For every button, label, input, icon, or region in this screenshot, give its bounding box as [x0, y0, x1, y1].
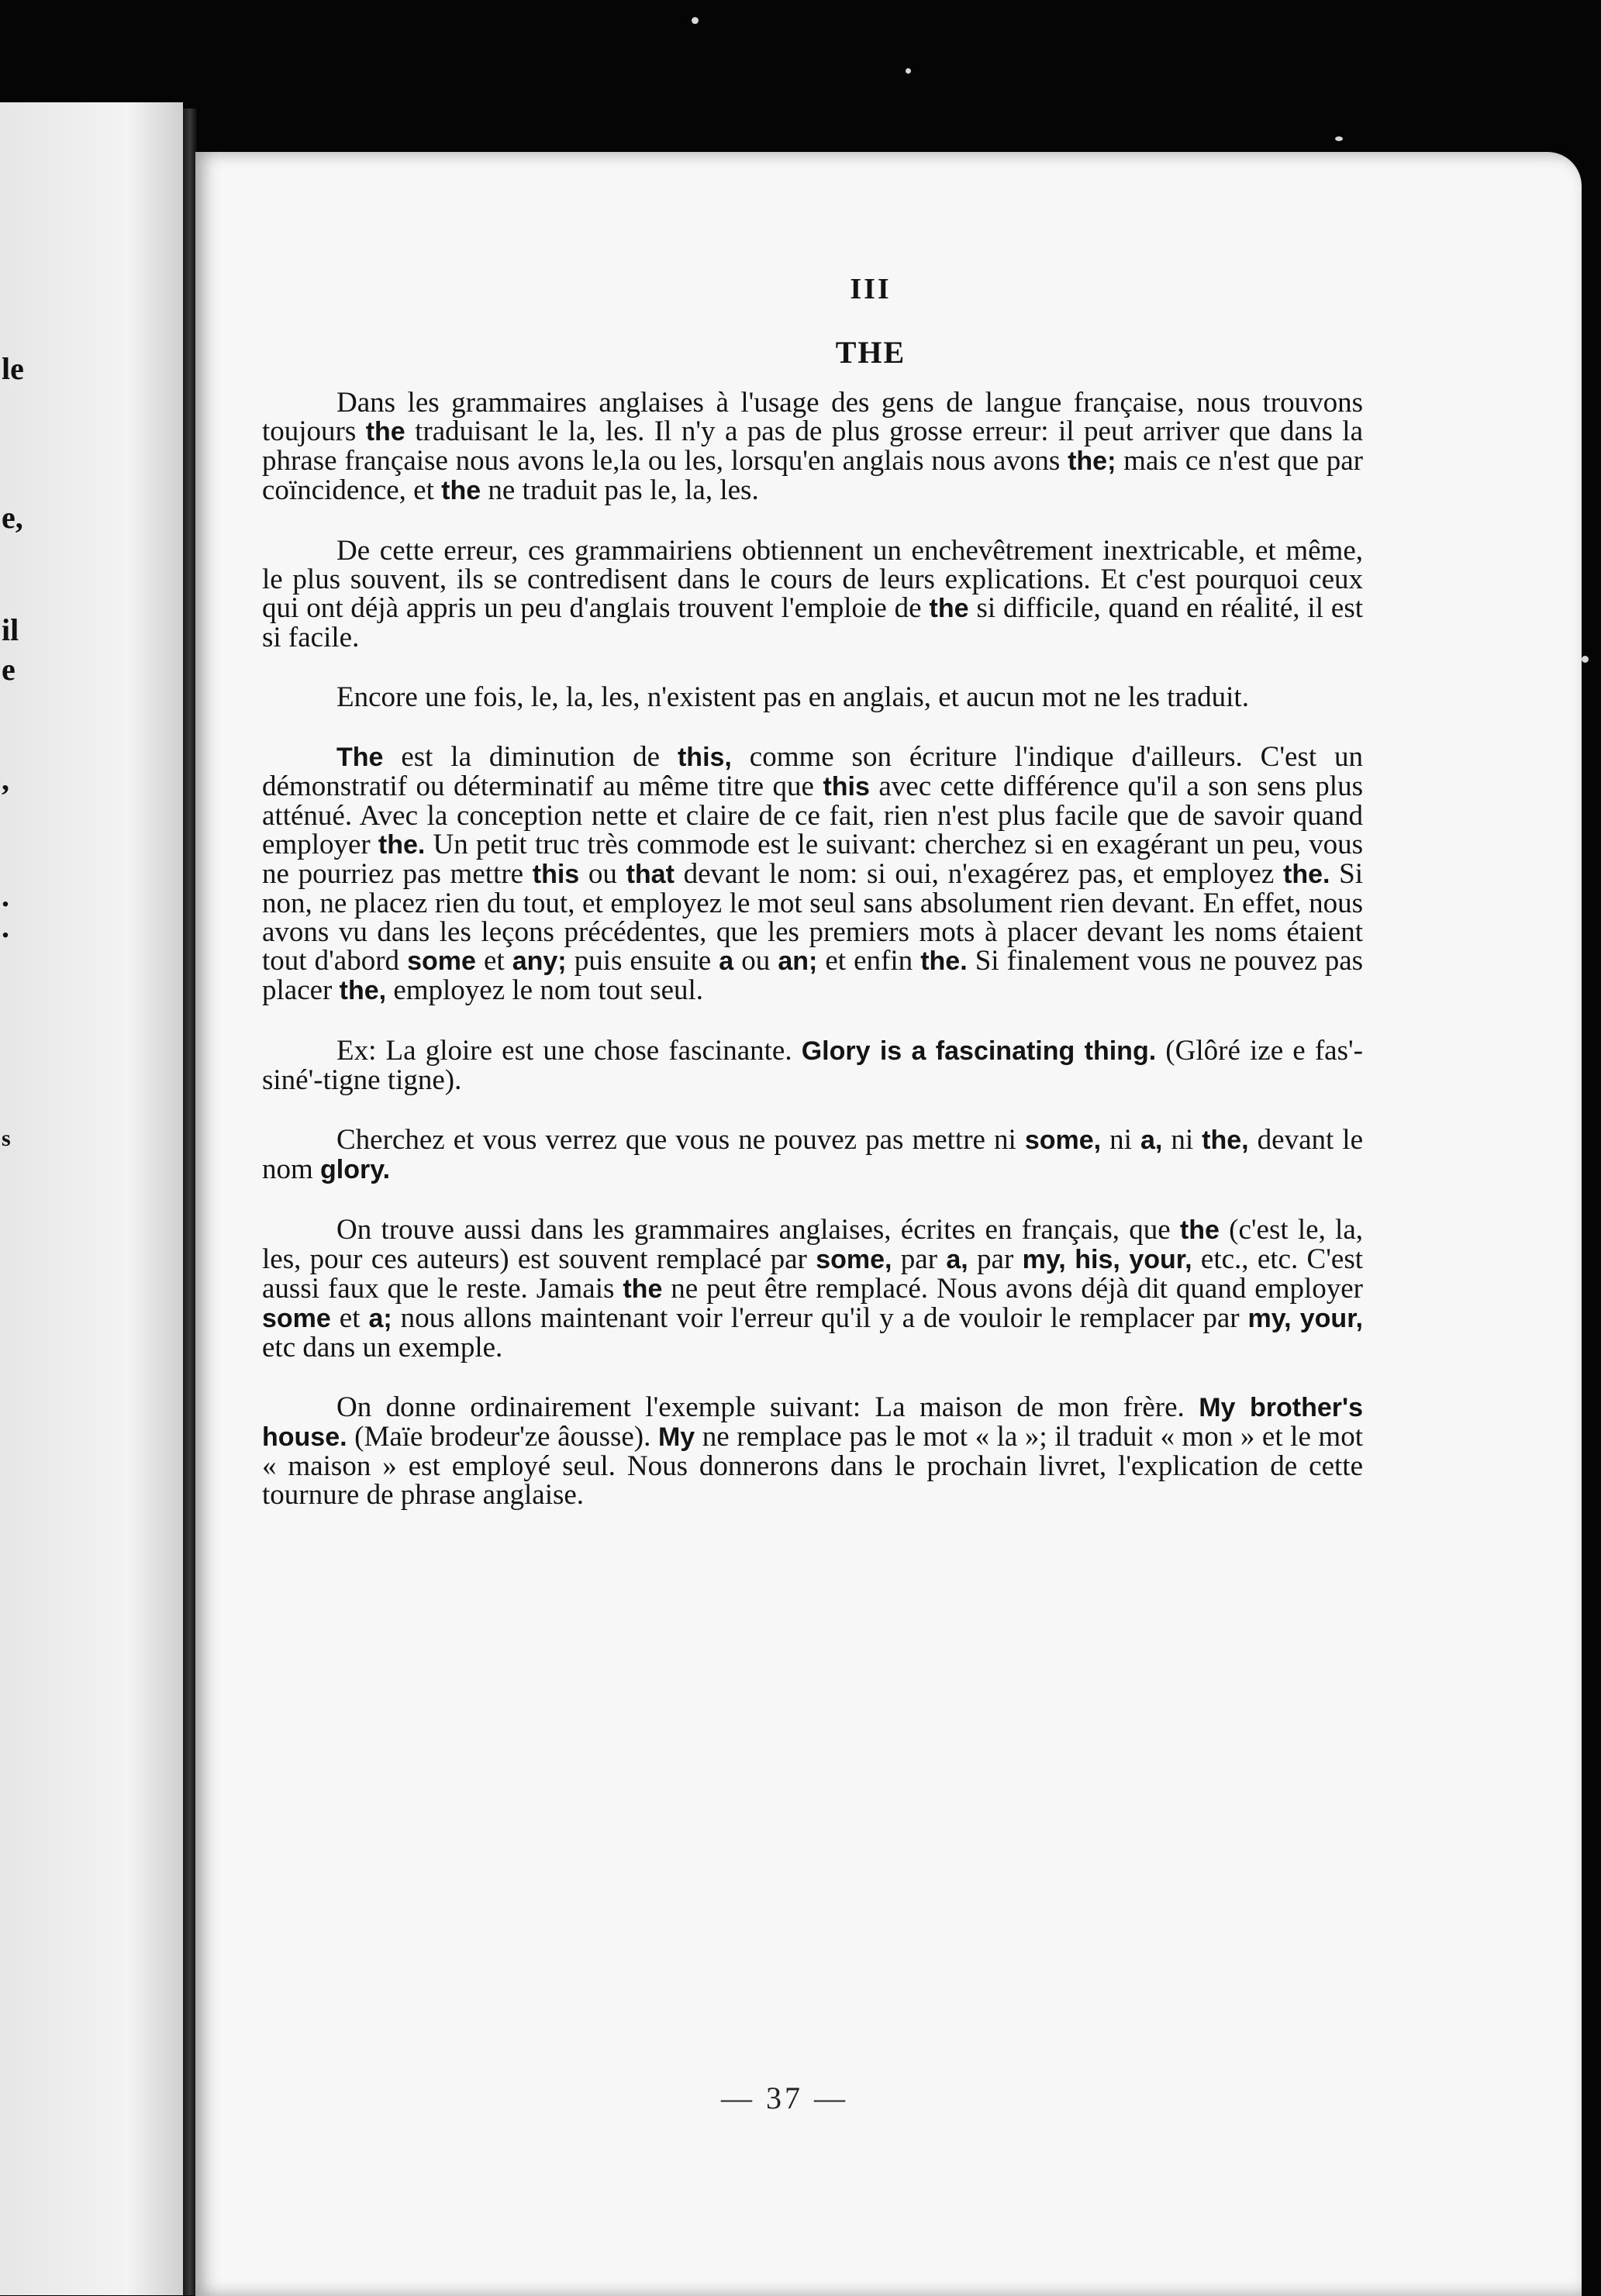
bold-english-term: this	[532, 860, 580, 889]
paragraph	[262, 683, 1363, 712]
paragraph	[262, 1393, 1363, 1509]
bold-english-term: the;	[1068, 446, 1116, 476]
facing-page-fragment: .	[2, 909, 9, 944]
bold-english-term: that	[626, 860, 675, 889]
bold-english-term: some,	[816, 1245, 892, 1274]
bold-english-term: the	[365, 417, 405, 446]
bold-english-term: any;	[512, 946, 567, 976]
facing-page-fragment: s	[2, 1126, 11, 1151]
bold-english-term: the	[1179, 1215, 1220, 1245]
bold-english-term: a,	[946, 1245, 968, 1274]
bold-english-term: the.	[378, 830, 426, 860]
paragraph	[262, 743, 1363, 1005]
bold-english-term: My	[657, 1422, 695, 1452]
text-run: etc dans un exemple.	[262, 1332, 503, 1363]
text-run: par	[968, 1243, 1023, 1275]
bold-english-term: the	[623, 1274, 663, 1304]
text-run: Encore une fois, le, la, les, n'existent pas en anglais, et aucun mot ne les traduit.	[336, 681, 1249, 713]
bold-english-term: a,	[1140, 1126, 1163, 1155]
paragraph	[262, 1215, 1363, 1362]
bold-english-term: My brother's house.	[262, 1393, 1363, 1452]
bold-english-term: the	[929, 594, 969, 623]
page-number: — 37 —	[721, 2081, 848, 2115]
paragraph	[262, 536, 1363, 652]
bold-english-term: Glory is a fascinating thing.	[801, 1036, 1157, 1066]
dust-speck	[906, 68, 911, 74]
text-run: est la diminution de	[383, 741, 678, 773]
paragraph	[262, 1126, 1363, 1184]
text-run: ni	[1101, 1124, 1140, 1156]
text-run: ne remplace pas le mot « la »; il traduit « mon » et le mot « maison » est employé seul. Nous donnerons dans le prochain livret, l'explication de cette tournure de phrase anglaise.	[262, 1421, 1363, 1511]
bold-english-term: a;	[368, 1304, 392, 1333]
bold-english-term: the,	[1202, 1126, 1249, 1155]
bold-english-term: a	[719, 946, 734, 976]
text-run: et enfin	[817, 945, 921, 977]
text-run: Dans les grammaires anglaises à l'usage des gens de langue française, nous trouvons toujours	[262, 387, 1363, 447]
bold-english-term: some,	[1024, 1126, 1102, 1155]
bold-english-term: some	[407, 946, 476, 976]
bold-english-term: the,	[339, 976, 387, 1005]
text-run: par	[892, 1243, 947, 1275]
facing-page-fragment: .	[2, 878, 9, 913]
bold-english-term: this,	[677, 743, 732, 772]
text-run: On trouve aussi dans les grammaires anglaises, écrites en français, que	[336, 1214, 1180, 1246]
facing-page-fragment: il	[2, 612, 19, 647]
text-run: puis ensuite	[566, 945, 719, 977]
bold-english-term: my, your,	[1247, 1304, 1364, 1333]
text-run: (Glôré ize e fas'-siné'-tigne tigne).	[262, 1035, 1363, 1096]
text-run: (c'est le, la, les, pour ces auteurs) est souvent remplacé par	[262, 1214, 1363, 1275]
text-run: Ex: La gloire est une chose fascinante.	[336, 1035, 802, 1067]
text-run: ou	[579, 858, 626, 890]
text-run: nous allons maintenant voir l'erreur qu'il y a de vouloir le remplacer par	[392, 1302, 1248, 1334]
dust-speck	[1335, 136, 1343, 141]
text-run: traduisant le la, les. Il n'y a pas de plus grosse erreur: il peut arriver que dans la phrase française nous avons le,la ou les, lorsqu'en anglais nous avons	[262, 415, 1363, 477]
text-run: avec cette différence qu'il a son sens plus atténué. Avec la conception nette et claire de ce fait, rien n'est plus facile que de savoir quand employer	[262, 771, 1363, 860]
bold-english-term: The	[336, 743, 384, 772]
text-run: ne peut être remplacé. Nous avons déjà dit quand employer	[662, 1273, 1363, 1305]
bold-english-term: an;	[778, 946, 818, 976]
bold-english-term: glory.	[320, 1155, 391, 1184]
facing-page-fragment: e,	[2, 500, 23, 535]
text-run: (Maïe brodeur'ze âousse).	[347, 1421, 658, 1453]
page-content	[262, 275, 1363, 1540]
text-run: Un petit truc très commode est le suivant: cherchez si en exagérant un peu, vous ne pourriez pas mettre	[262, 829, 1363, 890]
paragraph-example	[262, 1036, 1363, 1095]
text-run: devant le nom	[262, 1124, 1364, 1185]
text-run: si difficile, quand en réalité, il est si facile.	[262, 592, 1363, 653]
text-run: Si non, ne placez rien du tout, et employez le mot seul sans absolument rien devant. En effet, nous avons vu dans les leçons précédentes, que les premiers mots à placer devant les noms étaient tout d'abord	[262, 858, 1364, 977]
bold-english-term: my, his, your,	[1022, 1245, 1192, 1274]
chapter-title: THE	[835, 335, 906, 370]
text-run: comme son écriture l'indique d'ailleurs. C'est un démonstratif ou déterminatif au même titre que	[262, 741, 1364, 802]
bold-english-term: the	[441, 476, 481, 505]
text-run: ou	[733, 945, 778, 977]
text-run: etc., etc. C'est aussi faux que le reste. Jamais	[262, 1243, 1363, 1305]
text-run: mais ce n'est que par coïncidence, et	[262, 445, 1363, 506]
text-run: employez le nom tout seul.	[386, 974, 704, 1006]
text-run: et	[475, 945, 512, 977]
chapter-number: III	[850, 273, 892, 305]
facing-page	[0, 102, 183, 2295]
text-run: ni	[1162, 1124, 1202, 1156]
bold-english-term: some	[262, 1304, 331, 1333]
paragraph	[262, 388, 1363, 505]
text-run: On donne ordinairement l'exemple suivant: La maison de mon frère.	[336, 1391, 1199, 1423]
facing-page-fragment: ,	[2, 762, 9, 797]
bold-english-term: this	[823, 772, 870, 802]
text-run: devant le nom: si oui, n'exagérez pas, et employez	[674, 858, 1284, 890]
text-run: Si finalement vous ne pouvez pas placer	[262, 945, 1364, 1006]
bold-english-term: the.	[1283, 860, 1330, 889]
text-run: ne traduit pas le, la, les.	[481, 474, 759, 506]
text-run: Cherchez et vous verrez que vous ne pouvez pas mettre ni	[336, 1124, 1025, 1156]
text-run: et	[330, 1302, 369, 1334]
facing-page-fragment: le	[2, 351, 24, 386]
dust-speck	[1582, 656, 1589, 663]
text-run: De cette erreur, ces grammairiens obtiennent un enchevêtrement inextricable, et même, le plus souvent, ils se contredisent dans le cours de leurs explications. Et c'est pourquoi ceux qui ont déjà appris un peu d'anglais trouvent l'emploie de	[262, 535, 1363, 624]
facing-page-fragment: e	[2, 652, 16, 687]
dust-speck	[692, 17, 699, 24]
bold-english-term: the.	[920, 946, 968, 976]
